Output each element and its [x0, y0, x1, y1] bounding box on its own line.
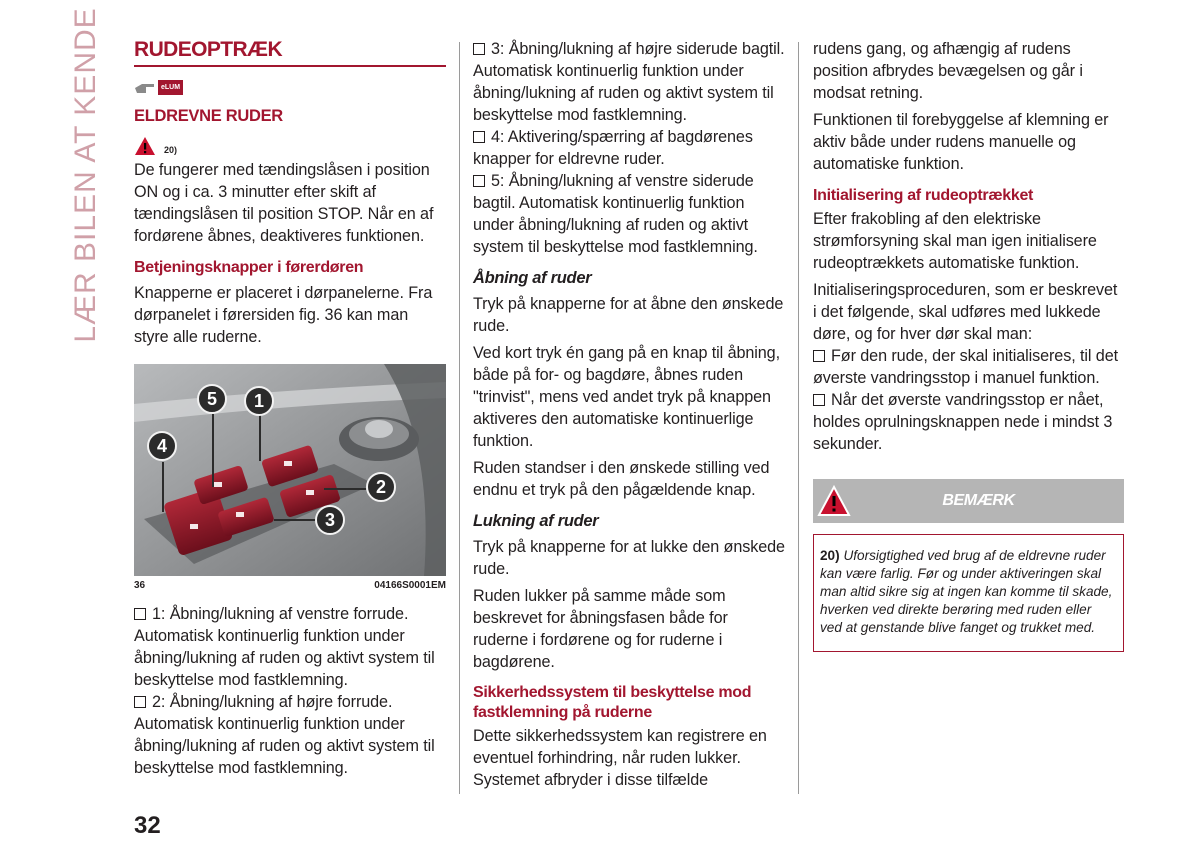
door-panel-illustration — [134, 364, 446, 576]
init-paragraph-1: Efter frakobling af den elektriske strømforsyning skal man igen initialisere rudeoptrækkets automatiske funktion. — [813, 210, 1097, 272]
column-3 — [813, 38, 1125, 652]
heading-anti-pinch-system: Sikkerhedssystem til beskyttelse mod fastklemning på ruderne — [473, 684, 752, 721]
list-item-2-text: 2: Åbning/lukning af højre forrude. Automatisk kontinuerlig funktion under åbning/lukning af ruden og aktivt system til beskyttelse mod fastklemning. — [134, 693, 435, 777]
init-step-1 — [813, 345, 1125, 389]
figure-code: 04166S0001EM — [374, 580, 446, 591]
checkbox-bullet-icon — [813, 394, 825, 406]
checkbox-bullet-icon — [473, 175, 485, 187]
warning-ref — [134, 136, 446, 156]
opening-paragraph-1: Tryk på knapperne for at åbne den ønskede rude. — [473, 295, 784, 335]
callout-2-leader — [324, 488, 366, 490]
callout-2: 2 — [366, 472, 396, 502]
checkbox-bullet-icon — [134, 608, 146, 620]
init-paragraph-2: Initialiseringsproceduren, som er beskrevet i det følgende, skal udføres med lukkede døre, og for hver dør skal man: — [813, 281, 1118, 343]
callout-5-leader — [212, 414, 214, 487]
section-heading-electric-windows: ELDREVNE RUDER — [134, 107, 283, 125]
page-number: 32 — [134, 812, 161, 839]
list-item-5-text: 5: Åbning/lukning af venstre siderude bagtil. Automatisk kontinuerlig funktion under åbning/lukning af ruden og aktivt system til beskyttelse mod fastklemning. — [473, 172, 758, 256]
closing-paragraph-2: Ruden lukker på samme måde som beskrevet for åbningsfasen både for ruderne i fordørene og for ruderne i bagdørene. — [473, 587, 728, 671]
note-title: BEMÆRK — [942, 492, 1015, 509]
opening-paragraph-2: Ved kort tryk én gang på en knap til åbning, både på for- og bagdøre, åbnes ruden "trinvist", mens ved andet tryk på knappen aktiveres den automatiske kontinuerlige funktion. — [473, 344, 780, 450]
figure-number: 36 — [134, 580, 146, 591]
callout-4-leader — [162, 462, 164, 512]
chapter-side-label — [66, 7, 106, 343]
note-number: 20) — [820, 548, 840, 563]
figure-36-window-switches — [134, 364, 446, 576]
button-list-part1 — [134, 603, 446, 779]
column-2 — [473, 38, 785, 791]
pointing-hand-icon — [134, 79, 156, 95]
column-divider-1 — [459, 42, 460, 794]
note-header — [813, 479, 1124, 523]
callout-4: 4 — [147, 431, 177, 461]
callout-3-leader — [274, 519, 318, 521]
callout-1-leader — [259, 414, 261, 461]
checkbox-bullet-icon — [473, 131, 485, 143]
page-title: RUDEOPTRÆK — [134, 38, 446, 67]
list-item-1 — [134, 603, 446, 691]
chapter-side-label-text: LÆR BILEN AT KENDE — [69, 7, 102, 343]
continuation-paragraph-2: Funktionen til forebyggelse af klemning er aktiv både under rudens manuelle og automatiske funktion. — [813, 111, 1109, 173]
column-divider-2 — [798, 42, 799, 794]
checkbox-bullet-icon — [134, 696, 146, 708]
intro-paragraph: De fungerer med tændingslåsen i position ON og i ca. 3 minutter efter skift af tændingslåsen til position STOP. Når en af fordørene åbnes, deaktiveres funktionen. — [134, 161, 434, 245]
init-step-2 — [813, 389, 1125, 455]
heading-closing-windows: Lukning af ruder — [473, 512, 599, 530]
callout-5: 5 — [197, 384, 227, 414]
elum-icon — [134, 79, 446, 95]
column-1 — [134, 38, 446, 779]
note-body — [813, 534, 1124, 652]
anti-pinch-paragraph: Dette sikkerhedssystem kan registrere en eventuel forhindring, når ruden lukker. Systemet afbryder i disse tilfælde — [473, 727, 767, 789]
sub-heading-driver-door-buttons: Betjeningsknapper i førerdøren — [134, 259, 364, 276]
init-step-1-text: Før den rude, der skal initialiseres, til det øverste vandringsstop i manuel funktion. — [813, 347, 1118, 387]
heading-opening-windows: Åbning af ruder — [473, 269, 592, 287]
continuation-paragraph-1: rudens gang, og afhængig af rudens position afbrydes bevægelsen og går i modsat retning. — [813, 40, 1083, 102]
checkbox-bullet-icon — [813, 350, 825, 362]
note-text — [820, 547, 1115, 637]
note-content: Uforsigtighed ved brug af de eldrevne ruder kan være farlig. Før og under aktiveringen skal man altid sikre sig at ingen kan komme til skade, hverken ved direkte berøring med ruden eller ved at genstande blive fanget og trukket med. — [820, 548, 1113, 635]
list-item-3 — [473, 38, 785, 126]
init-step-2-text: Når det øverste vandringsstop er nået, holdes oprulningsknappen nede i mindst 3 sekunder. — [813, 391, 1113, 453]
checkbox-bullet-icon — [473, 43, 485, 55]
list-item-4 — [473, 126, 785, 170]
list-item-2 — [134, 691, 446, 779]
heading-initialisation: Initialisering af rudeoptrækket — [813, 187, 1034, 204]
elum-badge: eLUM — [158, 80, 183, 95]
closing-paragraph-1: Tryk på knapperne for at lukke den ønskede rude. — [473, 538, 785, 578]
figure-caption — [134, 580, 446, 591]
opening-paragraph-3: Ruden standser i den ønskede stilling ved endnu et tryk på den pågældende knap. — [473, 459, 770, 499]
buttons-location-paragraph: Knapperne er placeret i dørpanelerne. Fra dørpanelet i førersiden fig. 36 kan man styre alle ruderne. — [134, 284, 433, 346]
callout-1: 1 — [244, 386, 274, 416]
list-item-3-text: 3: Åbning/lukning af højre siderude bagtil. Automatisk kontinuerlig funktion under åbning/lukning af ruden og aktivt system til beskyttelse mod fastklemning. — [473, 40, 785, 124]
warning-ref-number: 20) — [164, 145, 178, 155]
callout-3: 3 — [315, 505, 345, 535]
warning-triangle-icon — [134, 136, 156, 156]
list-item-1-text: 1: Åbning/lukning af venstre forrude. Automatisk kontinuerlig funktion under åbning/lukning af ruden og aktivt system til beskyttelse mod fastklemning. — [134, 605, 435, 689]
list-item-5 — [473, 170, 785, 258]
list-item-4-text: 4: Aktivering/spærring af bagdørenes knapper for eldrevne ruder. — [473, 128, 753, 168]
